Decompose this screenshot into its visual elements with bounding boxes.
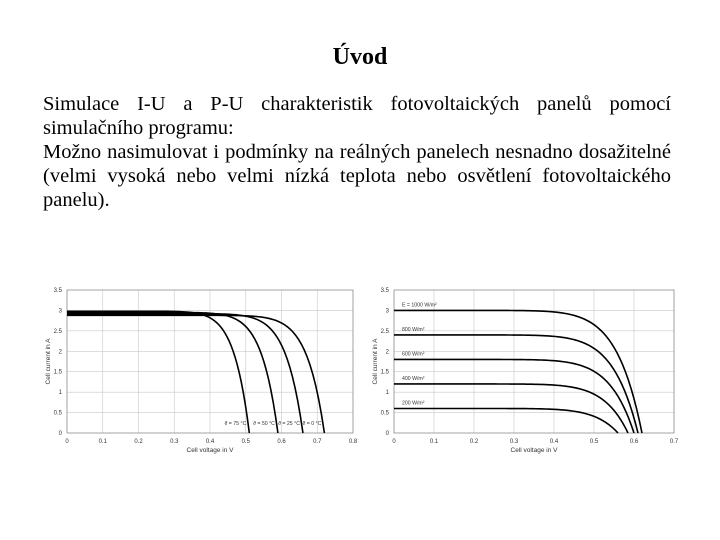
series-line — [67, 315, 324, 433]
iu-temperature-chart — [40, 282, 360, 462]
y-tick-label: 3 — [385, 308, 389, 315]
x-tick-label: 0.3 — [509, 439, 519, 445]
y-tick-label: 2.5 — [53, 328, 62, 335]
x-tick-label: 0.2 — [134, 439, 143, 445]
x-tick-label: 0.3 — [170, 439, 179, 445]
y-axis-label: Cell current in A — [45, 338, 52, 385]
series-label: 400 W/m² — [402, 375, 425, 382]
y-tick-label: 0.5 — [380, 410, 389, 417]
x-tick-label: 0.6 — [629, 439, 639, 445]
x-tick-label: 0.7 — [669, 439, 679, 445]
y-tick-label: 1 — [385, 390, 389, 397]
x-tick-label: 0.8 — [348, 439, 358, 445]
series-line — [394, 408, 618, 433]
x-axis-label: Cell voltage in V — [186, 447, 234, 454]
series-label: ϑ = 50 °C — [253, 421, 275, 427]
series-label: E = 1000 W/m² — [402, 302, 437, 309]
iu-irradiance-chart — [365, 282, 680, 462]
y-axis-label: Cell current in A — [372, 338, 379, 385]
y-tick-label: 0 — [385, 431, 389, 437]
body-paragraph-conditions: Možno nasimulovat i podmínky na reálných panelech nesnadno dosažitelné (velmi vysoká nebo velmi nízká teplota nebo osvětlení fotovoltaického panelu). — [43, 141, 671, 211]
x-tick-label: 0 — [392, 439, 396, 445]
slide-title: Úvod — [332, 44, 388, 70]
y-tick-label: 0 — [58, 431, 62, 437]
x-tick-label: 0.7 — [313, 439, 322, 445]
series-label: ϑ = 0 °C — [302, 421, 322, 427]
iu-temperature-chart-svg — [40, 282, 360, 462]
x-tick-label: 0.6 — [277, 439, 286, 445]
y-tick-label: 1 — [58, 390, 62, 397]
x-tick-label: 0.5 — [241, 439, 250, 445]
x-tick-label: 0 — [65, 439, 69, 445]
series-label: ϑ = 25 °C — [278, 421, 300, 427]
y-tick-label: 3 — [58, 308, 62, 315]
body-paragraph-simulation: Simulace I-U a P-U charakteristik fotovoltaických panelů pomocí simulačního programu: — [43, 93, 671, 139]
series-label: ϑ = 75 °C — [224, 421, 247, 427]
x-tick-label: 0.2 — [469, 439, 479, 445]
iu-irradiance-chart-svg — [365, 282, 680, 462]
series-label: 600 W/m² — [402, 351, 425, 358]
x-tick-label: 0.4 — [205, 439, 215, 445]
y-tick-label: 1.5 — [53, 369, 62, 376]
x-tick-label: 0.5 — [589, 439, 599, 445]
series-label: 800 W/m² — [402, 326, 425, 333]
y-tick-label: 2.5 — [380, 328, 389, 335]
x-tick-label: 0.1 — [98, 439, 107, 445]
y-tick-label: 3.5 — [53, 288, 62, 294]
y-tick-label: 1.5 — [380, 369, 389, 376]
y-tick-label: 2 — [385, 349, 389, 356]
x-tick-label: 0.1 — [429, 439, 439, 445]
x-tick-label: 0.4 — [549, 439, 559, 445]
x-axis-label: Cell voltage in V — [510, 447, 558, 454]
y-tick-label: 2 — [58, 349, 62, 356]
slide-body — [43, 92, 671, 212]
y-tick-label: 0.5 — [53, 410, 62, 417]
series-line — [67, 311, 249, 433]
series-label: 200 W/m² — [402, 400, 425, 407]
y-tick-label: 3.5 — [380, 288, 389, 294]
